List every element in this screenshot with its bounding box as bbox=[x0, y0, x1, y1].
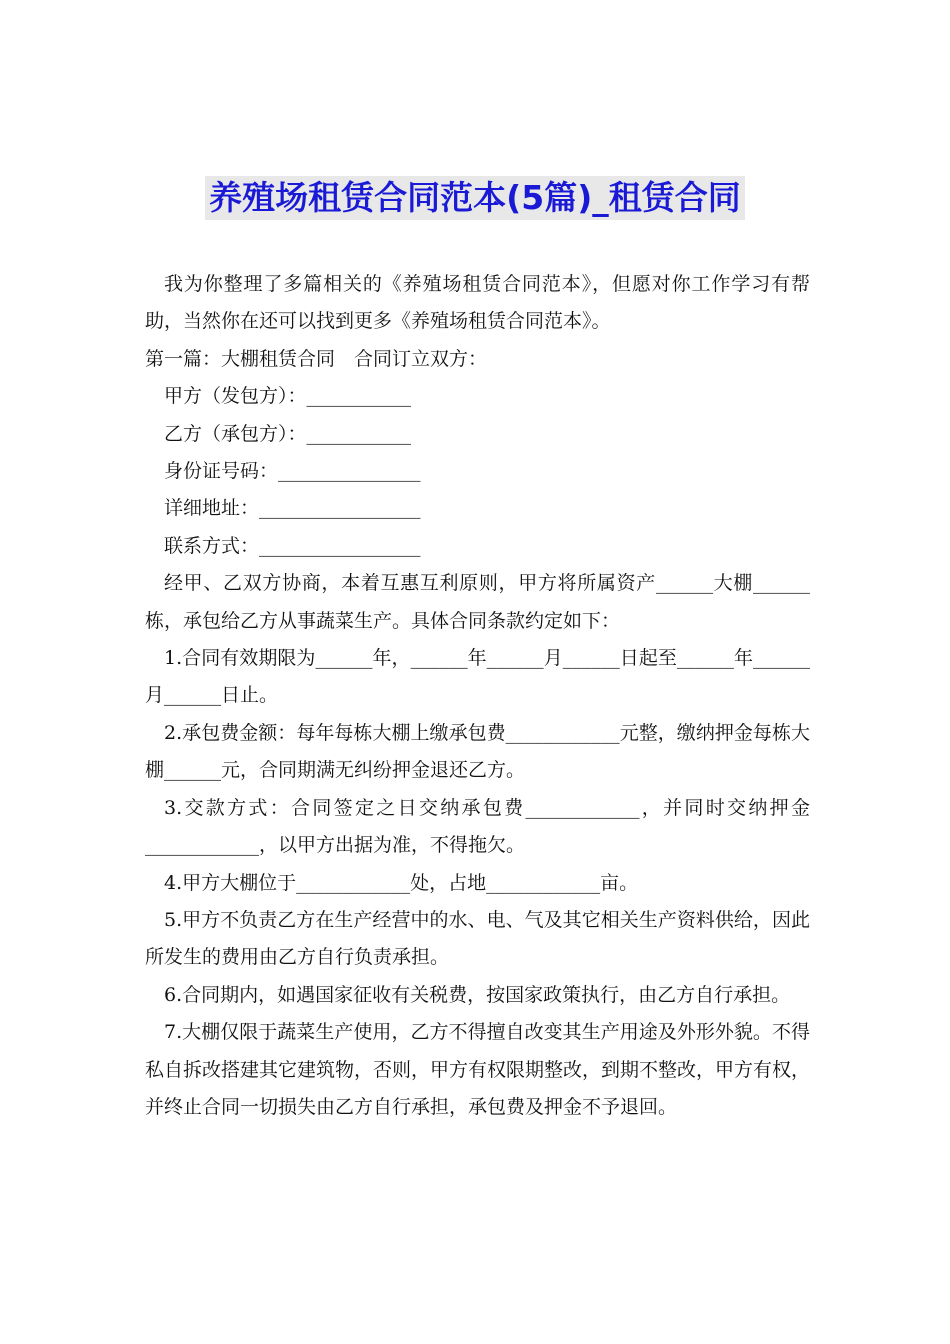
address-line: 详细地址：_________________ bbox=[164, 497, 421, 520]
clause-7: 7.大棚仅限于蔬菜生产使用，乙方不得擅自改变其生产用途及外形外貌。不得私自拆改搭建其它建筑物，否则，甲方有权限期整改，到期不整改，甲方有权，并终止合同一切损失由乙方自行承担，承包费及押金不予退回。 bbox=[145, 1021, 811, 1118]
party-a-line: 甲方（发包方）：___________ bbox=[164, 385, 412, 408]
contact-line: 联系方式：_________________ bbox=[164, 534, 421, 557]
id-number-line: 身份证号码：_______________ bbox=[164, 460, 421, 483]
party-b-line: 乙方（承包方）：___________ bbox=[164, 422, 412, 445]
document-body bbox=[145, 266, 810, 1126]
clause-2: 2.承包费金额：每年每栋大棚上缴承包费____________元整，缴纳押金每栋大棚______元，合同期满无纠纷押金退还乙方。 bbox=[145, 721, 810, 782]
section-heading: 第一篇：大棚租赁合同 合同订立双方： bbox=[145, 347, 488, 370]
clause-6: 6.合同期内，如遇国家征收有关税费，按国家政策执行，由乙方自行承担。 bbox=[164, 983, 791, 1006]
clause-1: 1.合同有效期限为______年，______年______月______日起至______年______月______日止。 bbox=[145, 647, 810, 707]
intro-paragraph: 我为你整理了多篇相关的《养殖场租赁合同范本》，但愿对你工作学习有帮助，当然你在还可以找到更多《养殖场租赁合同范本》。 bbox=[145, 273, 810, 333]
clause-5: 5.甲方不负责乙方在生产经营中的水、电、气及其它相关生产资料供给，因此所发生的费用由乙方自行负责承担。 bbox=[145, 908, 810, 969]
title-container bbox=[0, 176, 950, 220]
document-title: 养殖场租赁合同范本(5篇)_租赁合同 bbox=[205, 176, 745, 220]
agreement-paragraph: 经甲、乙双方协商，本着互惠互利原则，甲方将所属资产______大棚______栋，承包给乙方从事蔬菜生产。具体合同条款约定如下： bbox=[145, 572, 810, 632]
clause-3: 3.交款方式：合同签定之日交纳承包费____________，并同时交纳押金____________，以甲方出据为准，不得拖欠。 bbox=[145, 796, 810, 857]
clause-4: 4.甲方大棚位于____________处，占地____________亩。 bbox=[164, 871, 639, 894]
